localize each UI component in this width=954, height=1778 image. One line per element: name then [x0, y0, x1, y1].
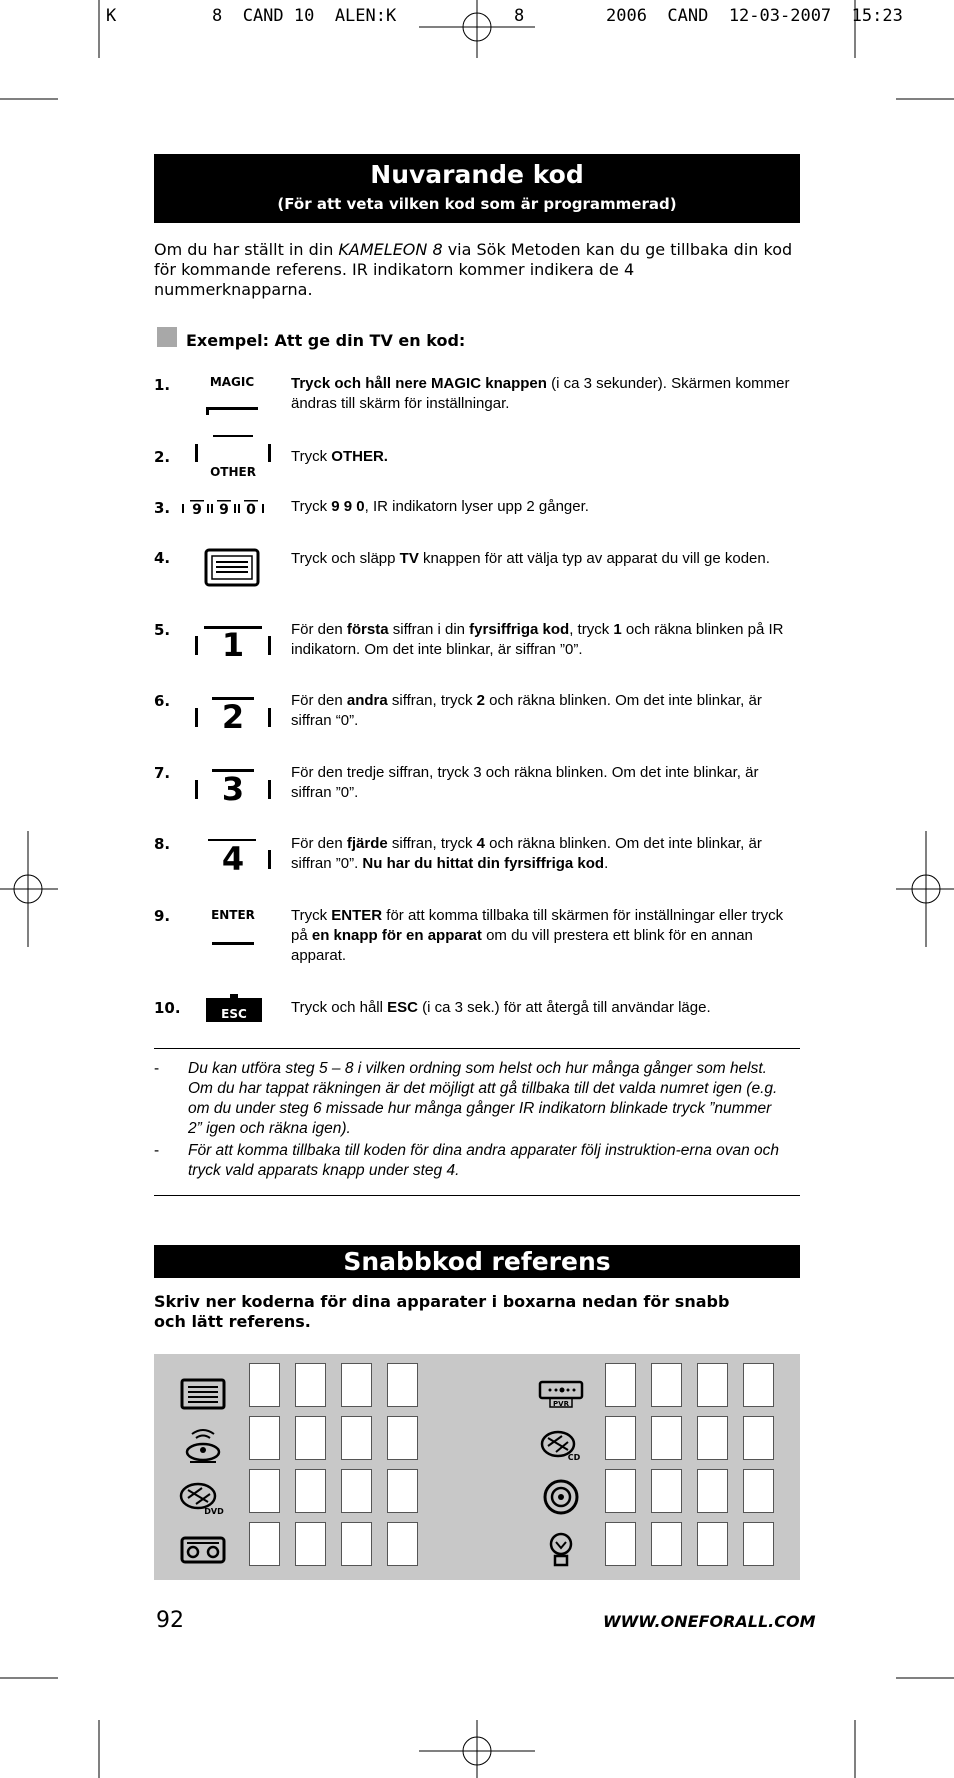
step-text: Tryck OTHER. [291, 448, 388, 465]
vcr-icon [178, 1528, 228, 1570]
code-digit-box[interactable] [743, 1416, 774, 1460]
page-number: 92 [156, 1608, 184, 1633]
code-digit-box[interactable] [605, 1416, 636, 1460]
svg-text:9: 9 [219, 502, 229, 518]
svg-text:0: 0 [246, 502, 256, 518]
step-number: 5. [154, 621, 171, 639]
notes-box: - Du kan utföra steg 5 – 8 i vilken ordning som helst och hur många gånger som helst. Om du har tappat räkningen är det möjligt att gå tillbaka till det valda numret igen (e.g. om du under steg 6 missade hur många gånger IR indikatorn blinkade tryck ”nummer 2” igen och räkna igen). - För att komma tillbaka till koden för dina andra apparater följ instruktion-erna ovan och tryck vald apparats knapp under steg 4. [154, 1048, 800, 1196]
audio-speaker-icon [536, 1476, 586, 1518]
step-number: 2. [154, 448, 171, 466]
step-number: 1. [154, 376, 171, 394]
code-digit-box[interactable] [697, 1416, 728, 1460]
section-title: Nuvarande kod [370, 160, 584, 189]
code-digit-box[interactable] [387, 1363, 418, 1407]
example-marker [157, 327, 177, 347]
code-digit-box[interactable] [605, 1469, 636, 1513]
code-digit-box[interactable] [295, 1363, 326, 1407]
example-heading: Exempel: Att ge din TV en kod: [186, 331, 466, 350]
step-number: 7. [154, 764, 171, 782]
svg-text:1: 1 [221, 626, 245, 664]
code-digit-box[interactable] [341, 1363, 372, 1407]
section-header-quick-code: Snabbkod referens [154, 1245, 800, 1278]
code-digit-box[interactable] [651, 1416, 682, 1460]
tv-icon [178, 1372, 228, 1414]
svg-text:MAGIC: MAGIC [209, 375, 255, 389]
section-header-current-code [154, 154, 800, 223]
code-digit-box[interactable] [387, 1522, 418, 1566]
slug-left: K [106, 6, 117, 26]
code-digit-box[interactable] [295, 1469, 326, 1513]
esc-key-icon [206, 994, 264, 1024]
svg-text:CD: CD [567, 1453, 581, 1462]
step-text: Tryck och håll ESC (i ca 3 sek.) för att återgå till användar läge. [291, 999, 711, 1016]
step-number: 9. [154, 907, 171, 925]
slug-page: 8 [514, 6, 525, 26]
pvr-icon [536, 1372, 586, 1414]
step-text: För den första siffran i din fyrsiffriga kod, tryck 1 och räkna blinken på IR indikatorn. Om det inte blinkar, är siffran ”0”. [291, 621, 784, 658]
code-digit-box[interactable] [605, 1363, 636, 1407]
magic-key-icon [190, 374, 276, 426]
svg-text:3: 3 [221, 770, 245, 808]
step-number: 6. [154, 692, 171, 710]
code-digit-box[interactable] [341, 1469, 372, 1513]
code-digit-box[interactable] [249, 1416, 280, 1460]
digit-key-1-icon [190, 620, 276, 672]
step-text: För den andra siffran, tryck 2 och räkna blinken. Om det inte blinkar, är siffran “0”. [291, 692, 762, 729]
code-digit-box[interactable] [295, 1522, 326, 1566]
code-digit-box[interactable] [387, 1416, 418, 1460]
step-number: 3. [154, 499, 171, 517]
code-digit-box[interactable] [743, 1522, 774, 1566]
step-text: För den fjärde siffran, tryck 4 och räkna blinken. Om det inte blinkar, är siffran ”0”. Nu har du hittat din fyrsiffriga kod. [291, 835, 762, 872]
intro-paragraph: Om du har ställt in din KAMELEON 8 via Sök Metoden kan du ge tillbaka din kod för kommande referens. IR indikatorn kommer indikera de 4 nummerknapparna. [154, 240, 793, 299]
digit-key-4-icon [190, 834, 276, 886]
code-digit-box[interactable] [651, 1469, 682, 1513]
svg-text:ENTER: ENTER [211, 908, 255, 922]
code-digit-box[interactable] [249, 1363, 280, 1407]
quick-code-instructions: Skriv ner koderna för dina apparater i boxarna nedan för snabb och lätt referens. [154, 1292, 730, 1331]
tv-key-icon [204, 548, 260, 588]
code-digit-box[interactable] [605, 1522, 636, 1566]
svg-text:PVR: PVR [553, 1400, 569, 1408]
step-number: 10. [154, 999, 181, 1017]
digit-keys-990-icon [180, 496, 280, 520]
code-digit-box[interactable] [743, 1469, 774, 1513]
slug-mid: 8 CAND 10 ALEN:K [212, 6, 397, 26]
product-name: KAMELEON 8 [338, 240, 443, 259]
svg-text:9: 9 [192, 502, 202, 518]
slug-right: 2006 CAND 12-03-2007 15:23 [606, 6, 903, 26]
svg-text:OTHER: OTHER [210, 465, 256, 479]
code-digit-box[interactable] [341, 1522, 372, 1566]
step-text: Tryck ENTER för att komma tillbaka till skärmen för inställningar eller tryck på en knapp för en apparat om du vill prestera ett blink för en annan apparat. [291, 907, 784, 964]
code-digit-box[interactable] [295, 1416, 326, 1460]
satellite-icon [178, 1424, 228, 1466]
svg-text:2: 2 [221, 698, 245, 736]
digit-key-2-icon [190, 692, 276, 744]
code-digit-box[interactable] [249, 1469, 280, 1513]
step-text: Tryck och håll nere MAGIC knappen (i ca 3 sekunder). Skärmen kommer ändras till skärm för inställningar. [291, 375, 790, 412]
svg-text:DVD: DVD [204, 1507, 224, 1516]
website-url: WWW.ONEFORALL.COM [603, 1612, 816, 1631]
step-text: För den tredje siffran, tryck 3 och räkna blinken. Om det inte blinkar, är siffran ”0”. [291, 764, 759, 801]
code-digit-box[interactable] [341, 1416, 372, 1460]
step-number: 8. [154, 835, 171, 853]
code-digit-box[interactable] [651, 1522, 682, 1566]
lamp-icon [536, 1528, 586, 1570]
svg-text:4: 4 [221, 840, 245, 878]
other-key-icon [190, 432, 276, 484]
code-digit-box[interactable] [743, 1363, 774, 1407]
dvd-icon [178, 1476, 228, 1518]
svg-text:ESC: ESC [221, 1007, 247, 1021]
step-text: Tryck och släpp TV knappen för att välja typ av apparat du vill ge koden. [291, 550, 770, 567]
code-digit-box[interactable] [697, 1469, 728, 1513]
section-subtitle: (För att veta vilken kod som är programmerad) [277, 195, 677, 213]
digit-key-3-icon [190, 764, 276, 816]
code-digit-box[interactable] [387, 1469, 418, 1513]
code-digit-box[interactable] [697, 1363, 728, 1407]
step-number: 4. [154, 549, 171, 567]
code-digit-box[interactable] [249, 1522, 280, 1566]
step-text: Tryck 9 9 0, IR indikatorn lyser upp 2 gånger. [291, 498, 589, 515]
code-digit-box[interactable] [651, 1363, 682, 1407]
cd-icon [536, 1424, 586, 1466]
enter-key-icon [190, 907, 276, 959]
quick-code-grid [154, 1354, 800, 1580]
code-digit-box[interactable] [697, 1522, 728, 1566]
